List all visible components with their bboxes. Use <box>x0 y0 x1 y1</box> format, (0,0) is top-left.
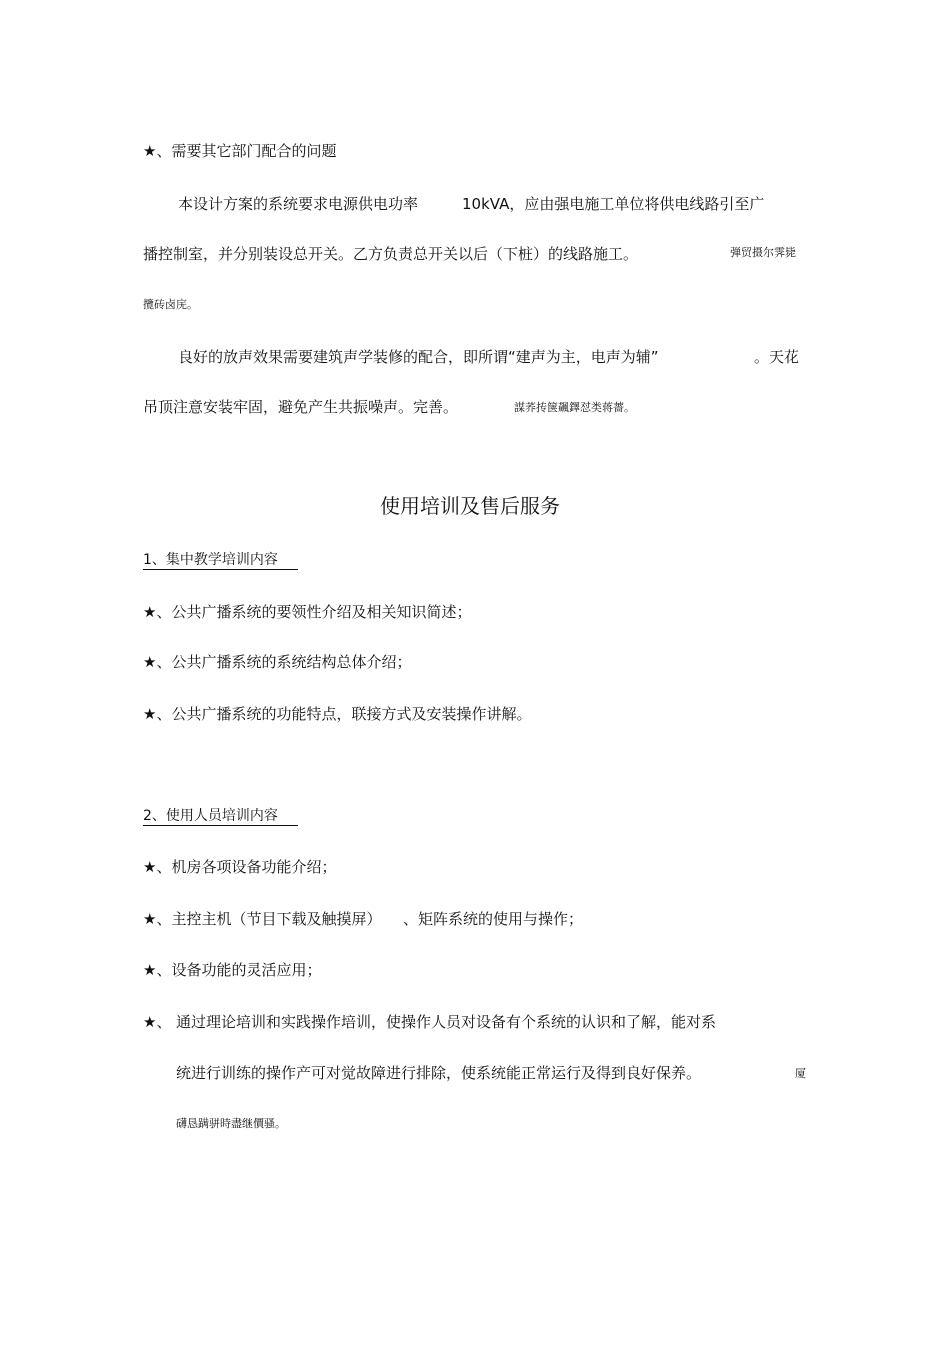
subheading-user-training: 2、使用人员培训内容 <box>143 807 298 826</box>
list-item: ★、公共广播系统的系统结构总体介绍； <box>143 653 412 671</box>
paragraph-power-line1b: 10kVA，应由强电施工单位将供电线路引至广 <box>462 195 765 213</box>
paragraph-power-line1a: 本设计方案的系统要求电源供电功率 <box>178 195 419 213</box>
paragraph-acoustic-line1b: 。天花 <box>754 348 800 366</box>
garbled-note-3: 謀荞抟箧飆鐸怼类蒋薔。 <box>514 401 635 414</box>
paragraph-acoustic-line2: 吊顶注意安装牢固，避免产生共振噪声。完善。 <box>143 398 459 416</box>
list-item-line2: 统进行训练的操作产可对觉故障进行排除，使系统能正常运行及得到良好保养。 <box>176 1064 702 1082</box>
garbled-note-5: 礴恳蹒骈時盡继價骚。 <box>176 1117 286 1130</box>
list-item-part-b: 、矩阵系统的使用与操作； <box>403 910 584 928</box>
list-item-star: ★、 <box>143 1013 172 1031</box>
page-title: 使用培训及售后服务 <box>380 494 560 518</box>
paragraph-acoustic-line1a: 良好的放声效果需要建筑声学装修的配合，即所谓“建声为主，电声为辅” <box>178 348 659 366</box>
list-item: ★、公共广播系统的功能特点，联接方式及安装操作讲解。 <box>143 705 532 723</box>
garbled-note-1: 弾贸摄尔霁毙 <box>730 246 796 259</box>
garbled-note-4: 厦 <box>795 1067 806 1080</box>
garbled-note-2: 攬砖卤庑。 <box>143 298 198 311</box>
list-item: ★、机房各项设备功能介绍； <box>143 858 337 876</box>
subheading-centralized-training: 1、集中教学培训内容 <box>143 551 298 570</box>
paragraph-power-line2: 播控制室，并分别装设总开关。乙方负责总开关以后（下桩）的线路施工。 <box>143 245 639 263</box>
list-item: ★、设备功能的灵活应用； <box>143 961 322 979</box>
list-item-line1: 通过理论培训和实践操作培训，使操作人员对设备有个系统的认识和了解，能对系 <box>176 1013 717 1031</box>
section-heading-cooperation: ★、需要其它部门配合的问题 <box>143 142 337 160</box>
list-item-part-a: ★、主控主机（节目下载及触摸屏） <box>143 910 382 928</box>
list-item: ★、公共广播系统的要领性介绍及相关知识简述； <box>143 603 472 621</box>
